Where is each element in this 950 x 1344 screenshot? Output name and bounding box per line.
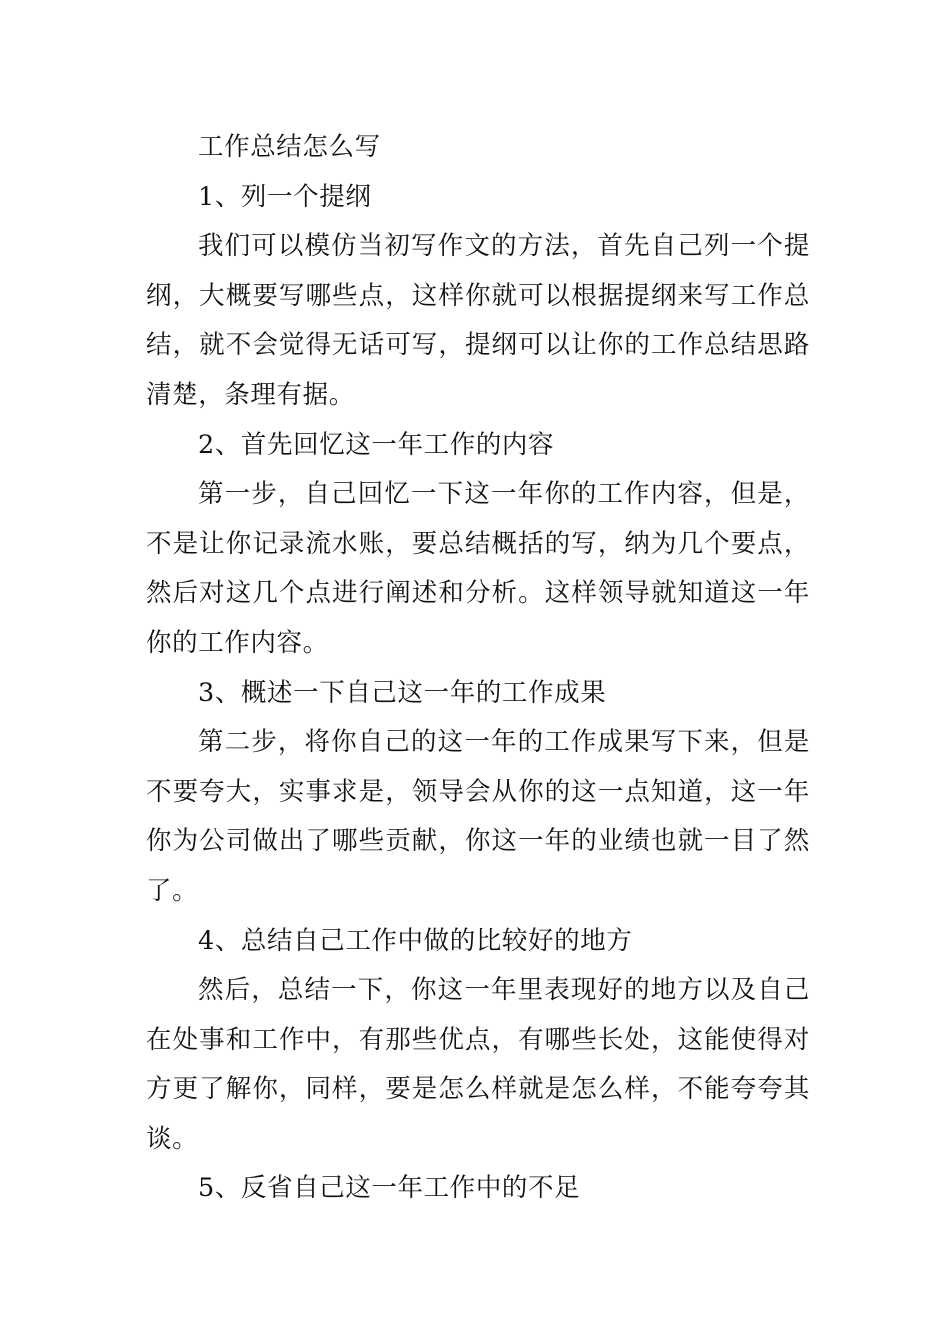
- section-heading-4: 4、总结自己工作中做的比较好的地方: [198, 925, 633, 956]
- document-body: [146, 123, 810, 1214]
- paragraph-line: 在处事和工作中，有那些优点，有哪些长处，这能使得对: [146, 1024, 810, 1055]
- paragraph-line: 谈。: [146, 1123, 199, 1154]
- document-title: 工作总结怎么写: [198, 132, 381, 162]
- section-heading-3: 3、概述一下自己这一年的工作成果: [198, 677, 607, 708]
- section-heading-5: 5、反省自己这一年工作中的不足: [198, 1173, 581, 1204]
- paragraph-line: 第二步，将你自己的这一年的工作成果写下来，但是: [198, 727, 810, 758]
- paragraph-line: 不要夸大，实事求是，领导会从你的这一点知道，这一年: [146, 776, 810, 807]
- section-heading-1: 1、列一个提纲: [198, 181, 372, 212]
- paragraph-line: 然后，总结一下，你这一年里表现好的地方以及自己: [198, 975, 810, 1006]
- section-heading-2: 2、首先回忆这一年工作的内容: [198, 429, 555, 460]
- paragraph-line: 纲，大概要写哪些点，这样你就可以根据提纲来写工作总: [146, 280, 810, 311]
- paragraph-line: 你为公司做出了哪些贡献，你这一年的业绩也就一目了然: [146, 826, 810, 857]
- paragraph-line: 我们可以模仿当初写作文的方法，首先自己列一个提: [198, 231, 810, 262]
- paragraph-line: 然后对这几个点进行阐述和分析。这样领导就知道这一年: [146, 578, 810, 609]
- paragraph-line: 方更了解你，同样，要是怎么样就是怎么样，不能夸夸其: [146, 1074, 810, 1105]
- paragraph-line: 清楚，条理有据。: [146, 379, 355, 410]
- paragraph-line: 你的工作内容。: [146, 627, 329, 658]
- paragraph-line: 结，就不会觉得无话可写，提纲可以让你的工作总结思路: [146, 330, 810, 361]
- paragraph-line: 不是让你记录流水账，要总结概括的写，纳为几个要点，: [146, 528, 810, 559]
- paragraph-line: 了。: [146, 875, 199, 906]
- paragraph-line: 第一步，自己回忆一下这一年你的工作内容，但是，: [198, 479, 810, 510]
